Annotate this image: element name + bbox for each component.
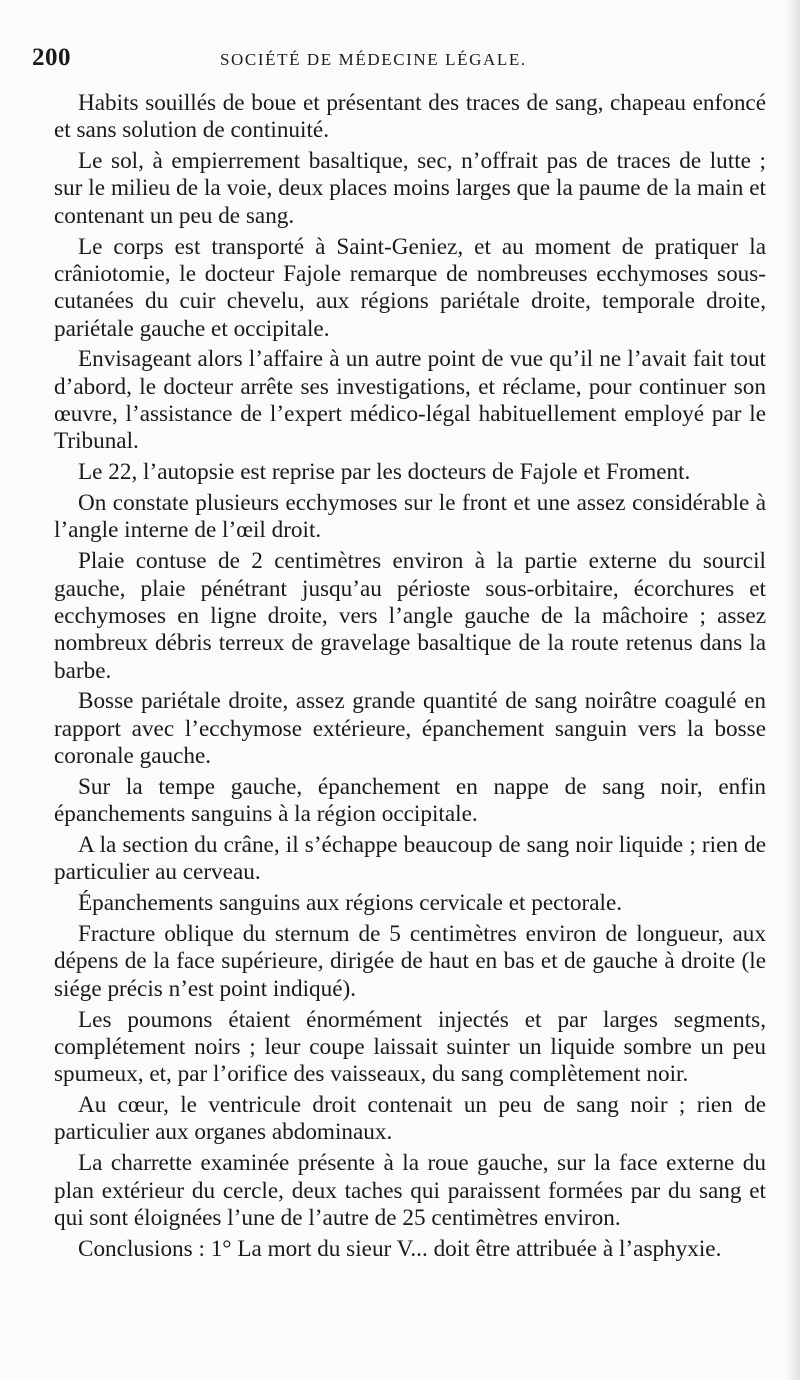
paragraph-investigation: Envisageant alors l’affaire à un autre point de vue qu’il ne l’avait fait tout d’abord, le docteur arrête ses investigations, et réclame, pour continuer son œuvre, l’assistance de l’expert médico-légal habituellement employé par le Tribunal. bbox=[54, 346, 766, 455]
paragraph-cervical: Épanchements sanguins aux régions cervicale et pectorale. bbox=[78, 890, 623, 917]
paragraph-lungs: Les poumons étaient énormément injectés et par larges segments, complétement noirs ; leur coupe laissait suinter un liquide sombre un peu spumeux, et, par l’orifice des vaisseaux, du sang complètement noir. bbox=[54, 1006, 766, 1088]
page-number: 200 bbox=[32, 44, 71, 71]
paragraph-parietal: Bosse pariétale droite, assez grande quantité de sang noirâtre coagulé en rapport avec l’ecchymose extérieure, épanchement sanguin vers la bosse coronale gauche. bbox=[54, 688, 766, 769]
paragraph-wound: Plaie contuse de 2 centimètres environ à la partie externe du sourcil gauche, plaie pénétrant jusqu’au périoste sous-orbitaire, écorchures et ecchymoses en ligne droite, vers l’angle gauche de la mâchoire ; assez nombreux débris terreux de gravelage basaltique de la route retenus dans la barbe. bbox=[54, 548, 766, 684]
paragraph-temple: Sur la tempe gauche, épanchement en nappe de sang noir, enfin épanchements sanguins à la région occipitale. bbox=[54, 773, 766, 828]
paragraph-sternum: Fracture oblique du sternum de 5 centimètres environ de longueur, aux dépens de la face supérieure, dirigée de haut en bas et de gauche à droite (le siége précis n’est point indiqué). bbox=[54, 921, 766, 1002]
paragraph-conclusions: Conclusions : 1° La mort du sieur V... doit être attribuée à l’asphyxie. bbox=[78, 1235, 722, 1262]
paragraph-heart: Au cœur, le ventricule droit contenait un peu de sang noir ; rien de particulier aux organes abdominaux. bbox=[54, 1092, 766, 1146]
paragraph-ground: Le sol, à empierrement basaltique, sec, n’offrait pas de traces de lutte ; sur le milieu de la voie, deux places moins larges que la paume de la main et contenant un peu de sang. bbox=[54, 148, 766, 229]
page-body bbox=[54, 90, 766, 1267]
page-header bbox=[32, 44, 772, 78]
paragraph-cart: La charrette examinée présente à la roue gauche, sur la face externe du plan extérieur du cercle, deux taches qui paraissent formées par du sang et qui sont éloignées l’une de l’autre de 25 centimètres environ. bbox=[54, 1150, 766, 1231]
paragraph-craniotomy: Le corps est transporté à Saint-Geniez, et au moment de pratiquer la crâniotomie, le docteur Fajole remarque de nombreuses ecchymoses sous-cutanées du cuir chevelu, aux régions pariétale droite, temporale droite, pariétale gauche et occipitale. bbox=[54, 233, 766, 342]
paragraph-skull: A la section du crâne, il s’échappe beaucoup de sang noir liquide ; rien de particulier au cerveau. bbox=[54, 832, 766, 886]
paragraph-autopsy-date: Le 22, l’autopsie est reprise par les docteurs de Fajole et Froment. bbox=[78, 459, 691, 486]
running-head: SOCIÉTÉ DE MÉDECINE LÉGALE. bbox=[220, 50, 527, 69]
scan-edge-shadow bbox=[786, 0, 800, 1380]
paragraph-forehead: On constate plusieurs ecchymoses sur le front et une assez considérable à l’angle interne de l’œil droit. bbox=[54, 490, 766, 544]
paragraph-clothing: Habits souillés de boue et présentant des traces de sang, chapeau enfoncé et sans solution de continuité. bbox=[54, 90, 766, 144]
